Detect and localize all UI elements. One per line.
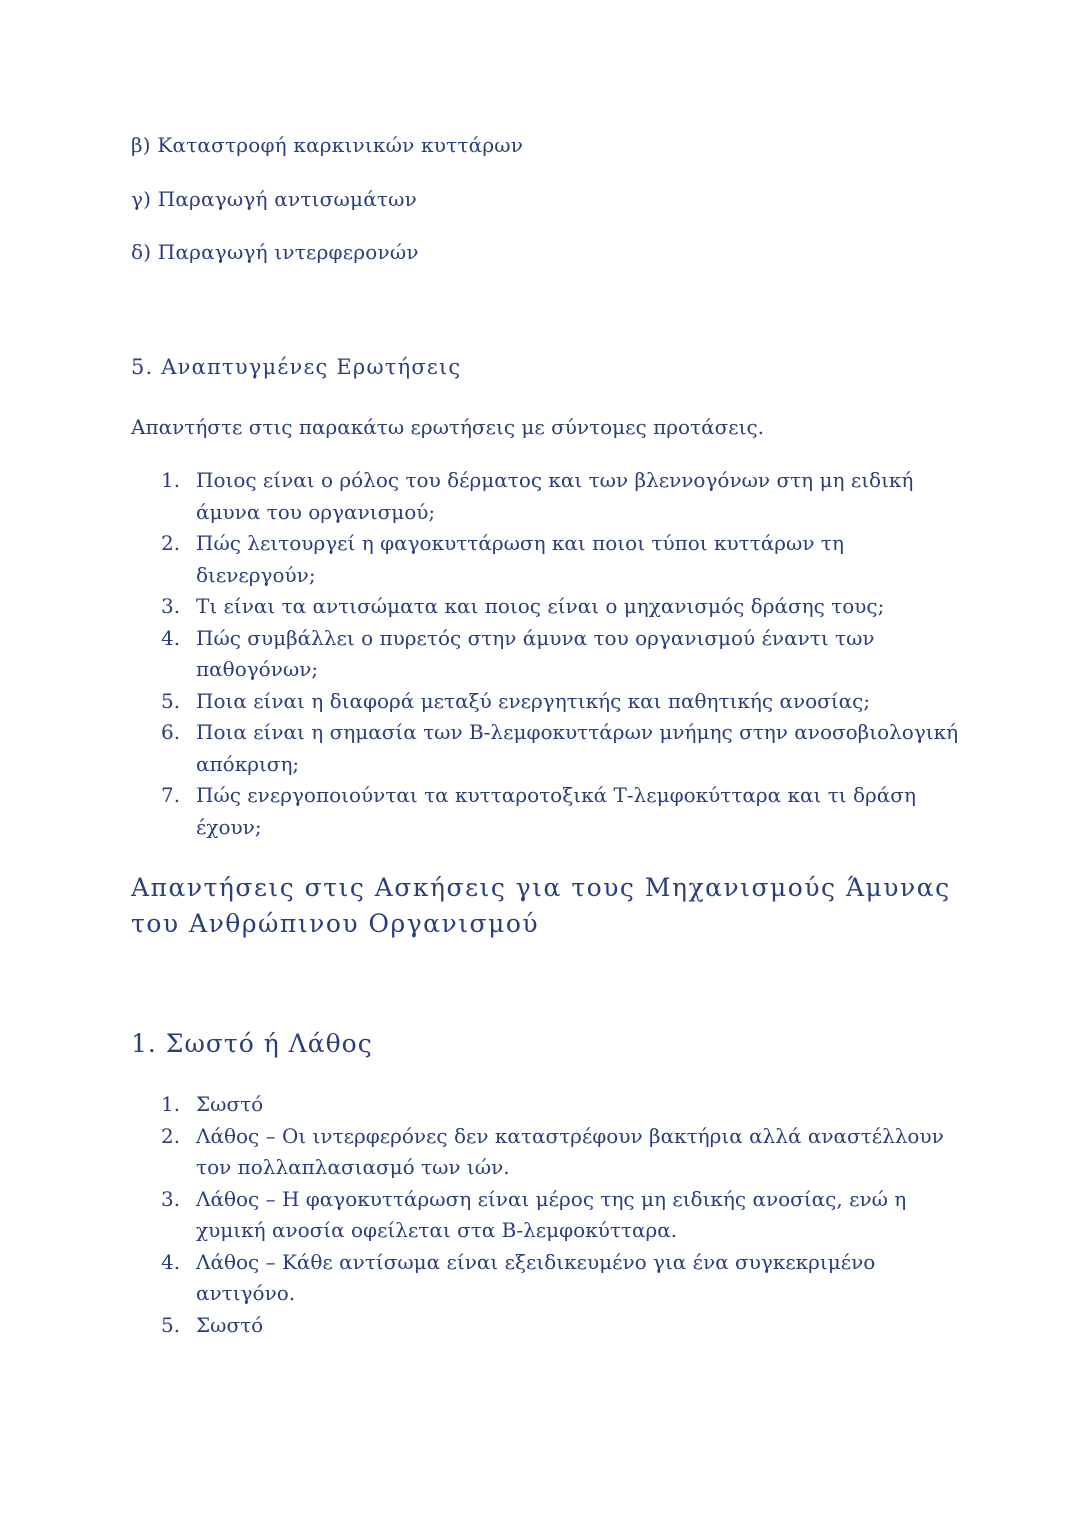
list-item-text: Πώς λειτουργεί η φαγοκυττάρωση και ποιοι τύποι κυττάρων τη διενεργούν; xyxy=(196,531,844,587)
list-item-number: 4. xyxy=(161,625,181,650)
list-item-number: 6. xyxy=(161,720,181,744)
list-item-number: 5. xyxy=(161,1312,181,1337)
list-item-number: 1. xyxy=(161,468,181,492)
list-item xyxy=(131,623,961,686)
answer-option-c: γ) Παραγωγή αντισωμάτων xyxy=(131,187,418,211)
list-item-number: 1. xyxy=(161,1092,181,1116)
section-heading-true-false: 1. Σωστό ή Λάθος xyxy=(131,1029,373,1058)
section-heading-open-questions: 5. Αναπτυγμένες Ερωτήσεις xyxy=(131,355,462,379)
list-item-number: 3. xyxy=(161,1186,181,1211)
list-item-number: 2. xyxy=(161,1123,181,1148)
list-item xyxy=(131,780,961,843)
list-item-text: Πώς συμβάλλει ο πυρετός στην άμυνα του οργανισμού έναντι των παθογόνων; xyxy=(196,625,875,681)
list-item-text: Τι είναι τα αντισώματα και ποιος είναι ο μηχανισμός δράσης τους; xyxy=(196,594,885,618)
list-item-text: Λάθος – Η φαγοκυττάρωση είναι μέρος της μη ειδικής ανοσίας, ενώ η χυμική ανοσία οφείλεται στα Β-λεμφοκύτταρα. xyxy=(196,1186,907,1242)
list-item xyxy=(131,528,961,591)
answers-title: Απαντήσεις στις Ασκήσεις για τους Μηχανισμούς Άμυνας του Ανθρώπινου Οργανισμού xyxy=(131,873,951,938)
list-item xyxy=(131,717,961,780)
list-item xyxy=(131,1247,961,1310)
true-false-answers-list xyxy=(131,1089,961,1341)
list-item xyxy=(131,591,961,623)
list-item-text: Σωστό xyxy=(196,1312,264,1337)
list-item xyxy=(131,1184,961,1247)
list-item-number: 7. xyxy=(161,783,181,807)
list-item xyxy=(131,1089,961,1121)
list-item-text: Ποια είναι η σημασία των Β-λεμφοκυττάρων μνήμης στην ανοσοβιολογική απόκριση; xyxy=(196,720,959,776)
list-item-text: Ποιος είναι ο ρόλος του δέρματος και των βλεννογόνων στη μη ειδική άμυνα του οργανισμού; xyxy=(196,468,914,524)
list-item-number: 2. xyxy=(161,531,181,555)
list-item xyxy=(131,1121,961,1184)
open-questions-list xyxy=(131,465,961,843)
answer-option-b: β) Καταστροφή καρκινικών κυττάρων xyxy=(131,133,524,157)
list-item xyxy=(131,1310,961,1342)
answer-option-d: δ) Παραγωγή ιντερφερονών xyxy=(131,240,419,264)
list-item-text: Σωστό xyxy=(196,1092,264,1116)
list-item-text: Πώς ενεργοποιούνται τα κυτταροτοξικά Τ-λεμφοκύτταρα και τι δράση έχουν; xyxy=(196,783,916,839)
list-item xyxy=(131,686,961,718)
list-item-number: 4. xyxy=(161,1249,181,1274)
list-item-text: Ποια είναι η διαφορά μεταξύ ενεργητικής και παθητικής ανοσίας; xyxy=(196,688,871,713)
list-item-text: Λάθος – Οι ιντερφερόνες δεν καταστρέφουν βακτήρια αλλά αναστέλλουν τον πολλαπλασιασμό των ιών. xyxy=(196,1123,944,1179)
section-instruction: Απαντήστε στις παρακάτω ερωτήσεις με σύντομες προτάσεις. xyxy=(131,415,765,439)
list-item-text: Λάθος – Κάθε αντίσωμα είναι εξειδικευμένο για ένα συγκεκριμένο αντιγόνο. xyxy=(196,1249,876,1305)
list-item xyxy=(131,465,961,528)
list-item-number: 3. xyxy=(161,594,181,618)
list-item-number: 5. xyxy=(161,688,181,713)
